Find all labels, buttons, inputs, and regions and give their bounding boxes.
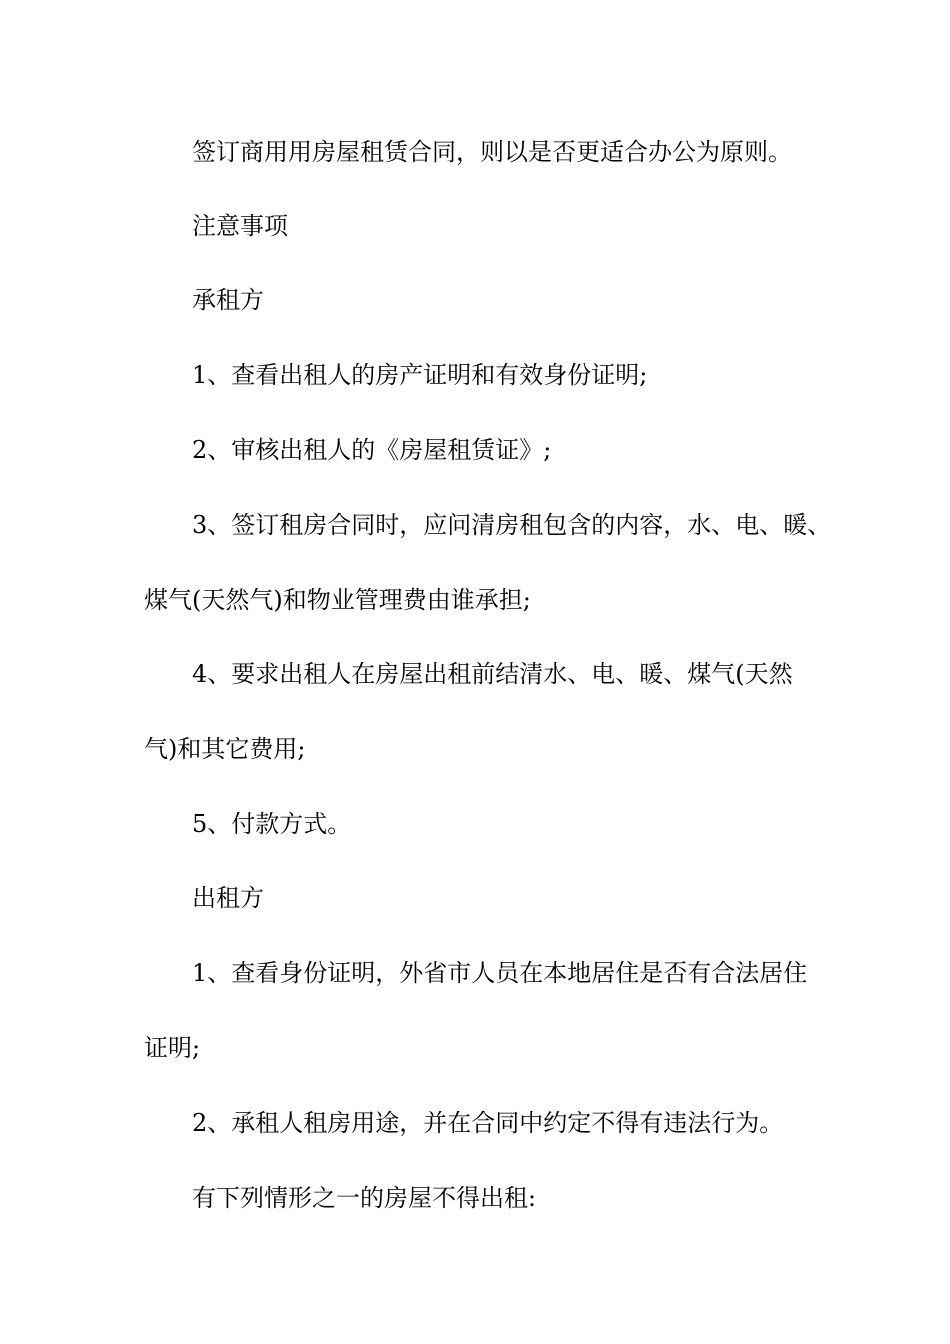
heading-tenant: 承租方 [192,286,264,314]
paragraph-office-principle: 签订商用用房屋租赁合同，则以是否更适合办公为原则。 [192,138,792,166]
tenant-item-3-continued: 煤气(天然气)和物业管理费由谁承担; [144,586,531,614]
tenant-item-3: 3、签订租房合同时，应问清房租包含的内容，水、电、暖、 [192,511,832,539]
tenant-item-2: 2、审核出租人的《房屋租赁证》; [192,436,552,464]
tenant-item-4: 4、要求出租人在房屋出租前结清水、电、暖、煤气(天然 [192,660,793,688]
tenant-item-4-continued: 气)和其它费用; [144,735,306,763]
tenant-item-5: 5、付款方式。 [192,810,352,838]
landlord-item-2: 2、承租人租房用途，并在合同中约定不得有违法行为。 [192,1109,784,1137]
tenant-item-1: 1、查看出租人的房产证明和有效身份证明; [192,361,648,389]
landlord-item-1: 1、查看身份证明，外省市人员在本地居住是否有合法居住 [192,959,808,987]
paragraph-prohibited-rentals: 有下列情形之一的房屋不得出租: [192,1184,537,1212]
landlord-item-1-continued: 证明; [144,1034,201,1062]
heading-notes: 注意事项 [192,212,288,240]
heading-landlord: 出租方 [192,884,264,912]
